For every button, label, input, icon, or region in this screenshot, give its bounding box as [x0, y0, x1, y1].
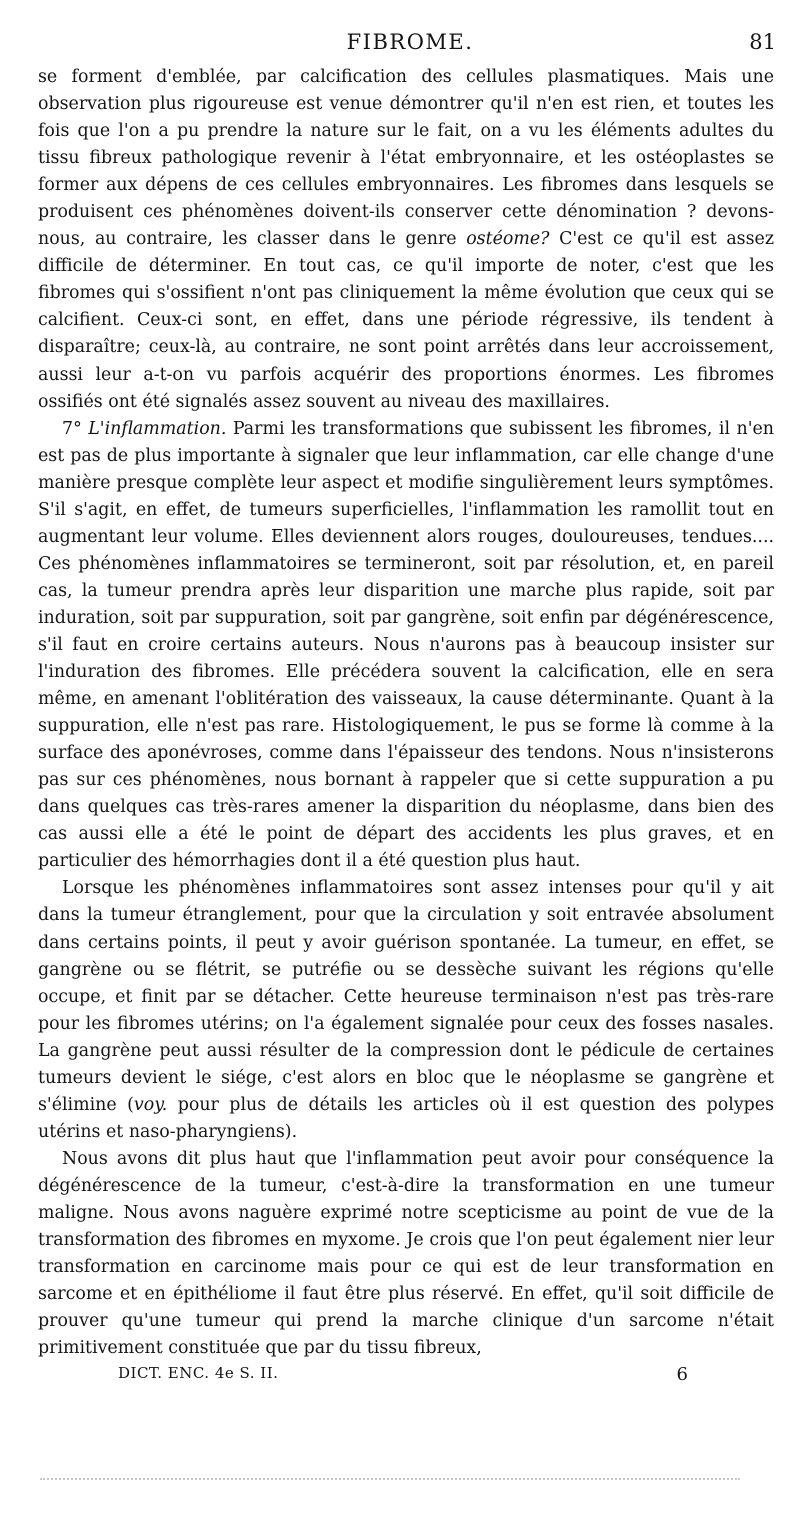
- paragraph-3: [38, 875, 774, 1145]
- running-head: [38, 30, 782, 64]
- text-run: Parmi les transformations que subissent les fibromes, il n'en est pas de plus importante à signaler que leur inflammation, car elle change d'une manière presque complète leur aspect et modifie singulièrement leurs symptômes. S'il s'agit, en effet, de tumeurs superficielles, l'inflammation les ramollit tout en augmentant leur volume. Elles deviennent alors rouges, douloureuses, tendues.... Ces phénomènes inflammatoires se termineront, soit par résolution, et, en pareil cas, la tumeur prendra après leur disparition une marche plus rapide, soit par induration, soit par suppuration, soit par gangrène, soit enfin par dégénérescence, s'il faut en croire certains auteurs. Nous n'aurons pas à beaucoup insister sur l'induration des fibromes. Elle précédera souvent la calcification, elle en sera même, en amenant l'oblitération des vaisseaux, la cause déterminante. Quant à la suppuration, elle n'est pas rare. Histologiquement, le pus se forme là comme à la surface des aponévroses, comme dans l'épaisseur des tendons. Nous n'insisterons pas sur ces phénomènes, nous bornant à rappeler que si cette suppuration a pu dans quelques cas très-rares amener la disparition du néoplasme, dans bien des cas aussi elle a été le point de départ des accidents les plus graves, et en particulier des hémorrhagies dont il a été question plus haut.: [38, 418, 774, 872]
- italic-run: L'inflammation.: [88, 418, 227, 439]
- italic-run: ostéome?: [466, 229, 550, 250]
- text-run: se forment d'emblée, par calcification des cellules plasmatiques. Mais une observation plus rigoureuse est venue démontrer qu'il n'en est rien, et toutes les fois que l'on a pu prendre la nature sur le fait, on a vu les éléments adultes du tissu fibreux pathologique revenir à l'état embryonnaire, et les ostéoplastes se former aux dépens de ces cellules embryonnaires. Les fibromes dans lesquels se produisent ces phénomènes doivent-ils conserver cette dénomination ? devons-nous, au contraire, les classer dans le genre: [38, 67, 774, 250]
- paragraph-1: [38, 64, 774, 416]
- italic-run: voy.: [133, 1094, 168, 1115]
- page-number: 81: [749, 30, 776, 54]
- running-title: FIBROME.: [346, 30, 474, 54]
- paragraph-4: [38, 1146, 774, 1362]
- text-run: pour plus de détails les articles où il est question des polypes utérins et naso-pharyngiens).: [38, 1094, 774, 1142]
- body-text: [38, 64, 774, 1362]
- page-footer: [118, 1364, 688, 1392]
- text-run: 7°: [62, 418, 89, 439]
- sheet-number: 6: [676, 1364, 688, 1385]
- page-edge-dots: [40, 1478, 740, 1488]
- text-run: C'est ce qu'il est assez difficile de déterminer. En tout cas, ce qu'il importe de noter, c'est que les fibromes qui s'ossifient n'ont pas cliniquement la même évolution que ceux qui se calcifient. Ceux-ci sont, en effet, dans une période régressive, ils tendent à disparaître; ceux-là, au contraire, ne sont point arrêtés dans leur accroissement, aussi leur a-t-on vu parfois acquérir des proportions énormes. Les fibromes ossifiés ont été signalés assez souvent au niveau des maxillaires.: [38, 229, 774, 412]
- paragraph-2-inflammation: [38, 416, 774, 876]
- text-run: Lorsque les phénomènes inflammatoires sont assez intenses pour qu'il y ait dans la tumeur étranglement, pour que la circulation y soit entravée absolument dans certains points, il peut y avoir guérison spontanée. La tumeur, en effet, se gangrène ou se flétrit, se putréfie ou se dessèche suivant les régions qu'elle occupe, et finit par se détacher. Cette heureuse terminaison n'est pas très-rare pour les fibromes utérins; on l'a également signalée pour ceux des fosses nasales. La gangrène peut aussi résulter de la compression dont le pédicule de certaines tumeurs devient le siége, c'est alors en bloc que le néoplasme se gangrène et s'élimine (: [38, 878, 774, 1115]
- signature-mark: DICT. ENC. 4e S. II.: [118, 1364, 279, 1382]
- text-run: Nous avons dit plus haut que l'inflammation peut avoir pour conséquence la dégénérescence de la tumeur, c'est-à-dire la transformation en une tumeur maligne. Nous avons naguère exprimé notre scepticisme au point de vue de la transformation des fibromes en myxome. Je crois que l'on peut également nier leur transformation en carcinome mais pour ce qui est de leur transformation en sarcome et en épithéliome il faut être plus réservé. En effet, qu'il soit difficile de prouver qu'une tumeur qui prend la marche clinique d'un sarcome n'était primitivement constituée que par du tissu fibreux,: [38, 1148, 774, 1359]
